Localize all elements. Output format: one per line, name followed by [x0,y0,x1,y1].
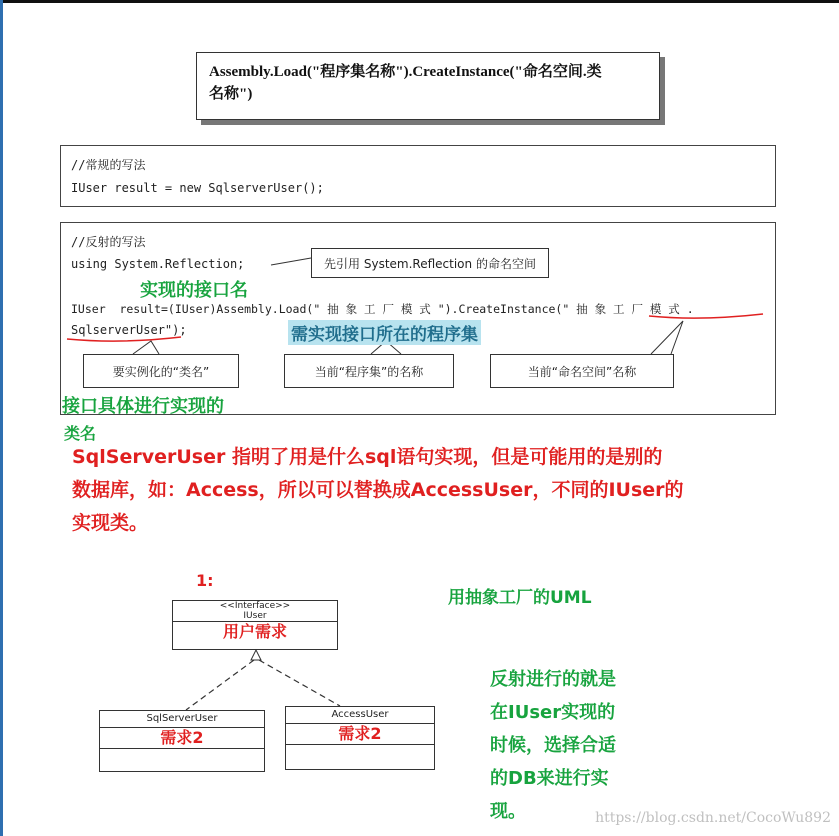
interface-stereotype: <<Interface>> [219,601,291,611]
using-line: using System.Reflection; [71,257,245,271]
interface-name: IUser [173,611,337,622]
impl-class-annotation-2: 类名 [64,424,97,443]
explanation-line-1: SqlServerUser 指明了用是什么sql语句实现，但是可能用的是别的 [72,446,663,468]
realization-line-sqlserver [186,660,254,710]
reflect-code-line-a: IUser result=(IUser)Assembly.Load(" 抽 象 工 厂 模 式 ").CreateInstance(" 抽 象 工 厂 模 式 . [71,302,694,316]
interface-note: 用户需求 [222,622,287,641]
formula-line-1: Assembly.Load("程序集名称").CreateInstance("命名空间.类 [209,64,602,80]
assembly-name-callout: 当前“程序集”的名称 [284,354,454,388]
uml-title: 用抽象工厂的UML [448,588,592,608]
watermark: https://blog.csdn.net/CocoWu892 [595,810,831,826]
explanation-line-2: 数据库，如：Access，所以可以替换成AccessUser，不同的IUser的 [72,479,684,501]
formula-line-2: 名称") [209,86,253,102]
namespace-name-callout: 当前“命名空间”名称 [490,354,674,388]
uml-number: 1: [196,571,214,590]
normal-code-line: IUser result = new SqlserverUser(); [71,181,324,195]
interface-name-annotation: 实现的接口名 [140,280,248,301]
reflection-note-line-2: 在IUser实现的 [490,702,616,723]
class2-name: AccessUser [286,707,434,724]
reflection-note-line-1: 反射进行的就是 [490,669,616,690]
class2-note: 需求2 [286,724,434,745]
reflect-comment: //反射的写法 [71,235,146,249]
explanation-line-3: 实现类。 [72,512,149,534]
class1-note: 需求2 [100,728,264,749]
impl-class-annotation-1: 接口具体进行实现的 [62,396,224,417]
using-callout: 先引用 System.Reflection 的命名空间 [311,248,549,278]
class-name-callout: 要实例化的“类名” [83,354,239,388]
reflection-note-line-5: 现。 [490,801,526,822]
reflection-note-line-3: 时候，选择合适 [490,735,616,756]
realization-arrowhead [251,650,261,660]
uml-class-accessuser [285,706,435,770]
normal-comment: //常规的写法 [71,158,146,172]
assembly-annotation: 需实现接口所在的程序集 [288,320,481,345]
realization-line-access [259,660,340,706]
reflect-code-line-b: SqlserverUser"); [71,323,187,337]
uml-class-sqlserveruser [99,710,265,772]
class1-name: SqlServerUser [100,711,264,728]
reflection-note-line-4: 的DB来进行实 [490,768,609,789]
